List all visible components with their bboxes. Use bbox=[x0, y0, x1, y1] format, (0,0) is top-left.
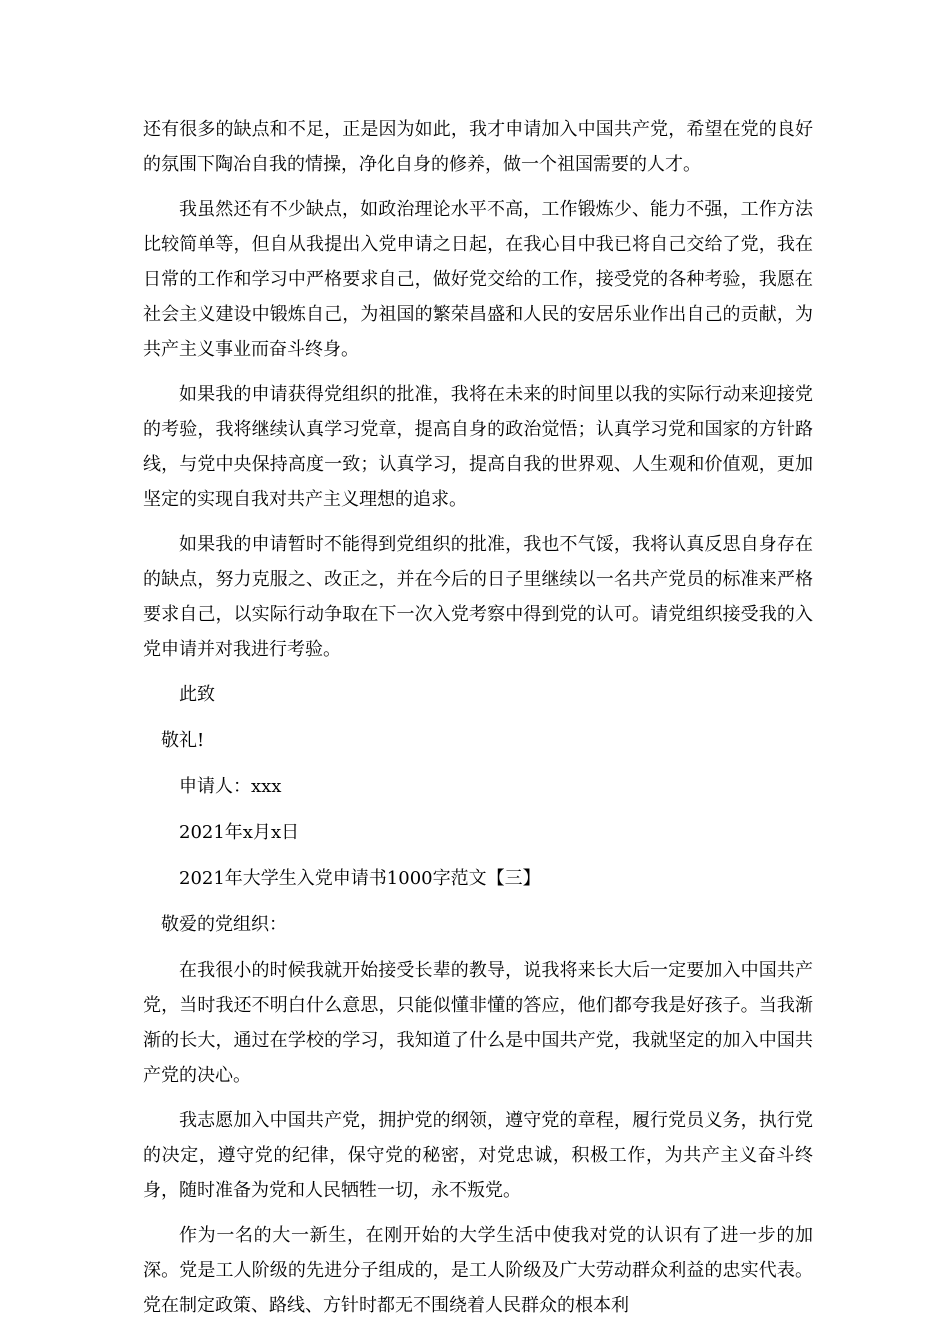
paragraph-pledge: 我志愿加入中国共产党，拥护党的纲领，遵守党的章程，履行党员义务，执行党的决定，遵守党的纪律，保守党的秘密，对党忠诚，积极工作，为共产主义奋斗终身，随时准备为党和人民牺牲一切，永不叛党。 bbox=[143, 1110, 813, 1201]
paragraph-if-not-approved: 如果我的申请暂时不能得到党组织的批准，我也不气馁，我将认真反思自身存在的缺点，努力克服之、改正之，并在今后的日子里继续以一名共产党员的标准来严格要求自己，以实际行动争取在下一次入党考察中得到党的认可。请党组织接受我的入党申请并对我进行考验。 bbox=[143, 534, 813, 660]
applicant-signature: 申请人：xxx bbox=[179, 776, 282, 797]
date-text: 2021年x月x日 bbox=[179, 822, 300, 843]
paragraph-continued: 还有很多的缺点和不足，正是因为如此，我才申请加入中国共产党，希望在党的良好的氛围下陶冶自我的情操，净化自身的修养，做一个祖国需要的人才。 bbox=[143, 119, 813, 175]
section-title: 2021年大学生入党申请书1000字范文【三】 bbox=[179, 868, 541, 889]
paragraph-if-approved: 如果我的申请获得党组织的批准，我将在未来的时间里以我的实际行动来迎接党的考验，我将继续认真学习党章，提高自身的政治觉悟；认真学习党和国家的方针路线，与党中央保持高度一致；认真学习，提高自我的世界观、人生观和价值观，更加坚定的实现自我对共产主义理想的追求。 bbox=[143, 384, 813, 510]
paragraph-shortcomings: 我虽然还有不少缺点，如政治理论水平不高，工作锻炼少、能力不强，工作方法比较简单等，但自从我提出入党申请之日起，在我心目中我已将自己交给了党，我在日常的工作和学习中严格要求自己，做好党交给的工作，接受党的各种考验，我愿在社会主义建设中锻炼自己，为祖国的繁荣昌盛和人民的安居乐业作出自己的贡献，为共产主义事业而奋斗终身。 bbox=[143, 199, 813, 360]
greeting-text: 敬爱的党组织： bbox=[161, 914, 287, 935]
closing-text: 此致 bbox=[179, 684, 215, 705]
salute-text: 敬礼! bbox=[161, 730, 205, 751]
paragraph-childhood: 在我很小的时候我就开始接受长辈的教导，说我将来长大后一定要加入中国共产党，当时我还不明白什么意思，只能似懂非懂的答应，他们都夸我是好孩子。当我渐渐的长大，通过在学校的学习，我知道了什么是中国共产党，我就坚定的加入中国共产党的决心。 bbox=[143, 960, 813, 1086]
paragraph-freshman: 作为一名的大一新生，在刚开始的大学生活中使我对党的认识有了进一步的加深。党是工人阶级的先进分子组成的，是工人阶级及广大劳动群众利益的忠实代表。党在制定政策、路线、方针时都无不围绕着人民群众的根本利 bbox=[143, 1225, 813, 1316]
document-body bbox=[143, 112, 813, 1333]
